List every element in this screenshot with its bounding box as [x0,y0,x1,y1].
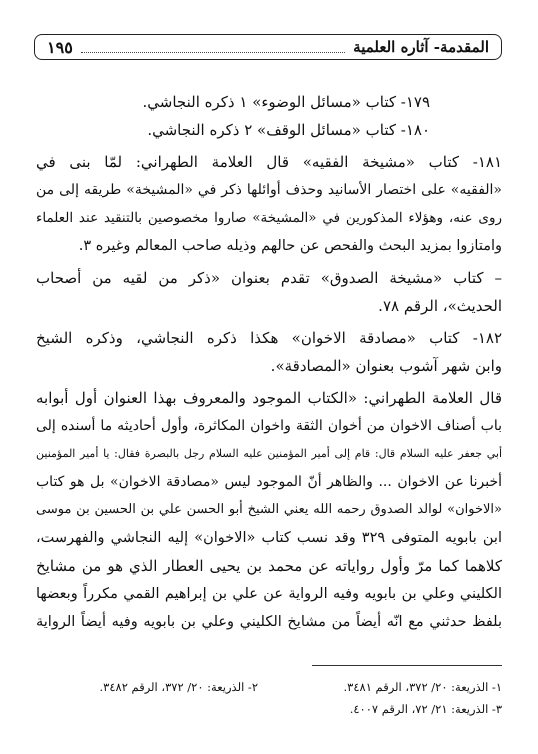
body-line: وابن شهر آشوب بعنوان «المصادقة». [270,357,502,375]
body-line: أخبرنا عن الاخوان ... والظاهر أنّ الموجود ليس «مصادقة الاخوان» بل هو كتاب [36,474,502,490]
body-line: الكليني وعلي بن بابويه وفيه الرواية عن علي بن إبراهيم القمي مكرراً وبعضها [36,586,502,602]
body-line: «الاخوان» لوالد الصدوق رحمه الله يعني الشيخ أبو الحسن علي بن الحسين بن موسى [36,502,502,517]
body-line: وامتازوا بمزيد البحث والفحص عن حالهم وذيله صاحب المعالم وغيره ٣. [78,238,502,254]
running-header [34,34,502,60]
body-line: باب أصناف الاخوان من أخوان الثقة واخوان المكاثرة، وأول أحاديثه ما أسنده إلى [36,418,502,434]
body-line: ١٨٠- كتاب «مسائل الوقف» ٢ ذكره النجاشي. [147,121,430,139]
footnote: ٣- الذريعة: ٢١/ ٧٢، الرقم ٤٠٠٧. [349,702,502,716]
header-title: المقدمة- آثاره العلمية [353,38,489,56]
footnote-separator [312,665,502,666]
page-number: ١٩٥ [47,37,73,57]
body-line: كلاهما كما مرّ وأول رواياته عن محمد بن يحيى العطار الذي هو من مشايخ [36,557,502,575]
body-line: الحديث»، الرقم ٧٨. [378,297,502,315]
body-line: ١٨١- كتاب «مشيخة الفقيه» قال العلامة الطهراني: لمّا بنى في [36,153,502,171]
body-line: ١٧٩- كتاب «مسائل الوضوء» ١ ذكره النجاشي. [142,93,430,111]
body-line: ابن بابويه المتوفى ٣٢٩ وقد نسب كتاب «الاخوان» إليه النجاشي والفهرست، [36,530,502,546]
body-line: بلفظ حدثني مع انّه أيضاً من مشايخ الكليني وعلي بن بابويه وفيه أيضاً الرواية [36,614,502,630]
body-line: قال العلامة الطهراني: «الكتاب الموجود والمعروف بهذا العنوان أول أبوابه [36,389,502,407]
header-dotted-leader [81,42,345,53]
body-line: أبي جعفر عليه السلام قال: قام إلى أمير المؤمنين عليه السلام رجل بالبصرة فقال: يا أمير المؤمنين [36,447,502,460]
body-line: ١٨٢- كتاب «مصادقة الاخوان» هكذا ذكره النجاشي، وذكره الشيخ [36,329,502,347]
footnote: ١- الذريعة: ٢٠/ ٣٧٢، الرقم ٣٤٨١. [343,680,502,694]
body-line: «الفقيه» على اختصار الأسانيد وحذف أوائلها ذكر في «المشيخة» طريقه إلى من [36,182,502,198]
body-line: – كتاب «مشيخة الصدوق» تقدم بعنوان «ذكر من لقيه من أصحاب [36,269,502,287]
footnote: ٢- الذريعة: ٢٠/ ٣٧٢، الرقم ٣٤٨٢. [99,680,258,694]
body-line: روى عنه، وهؤلاء المذكورين في «المشيخة» صاروا مخصوصين بالتنقيد عند العلماء [36,210,502,226]
